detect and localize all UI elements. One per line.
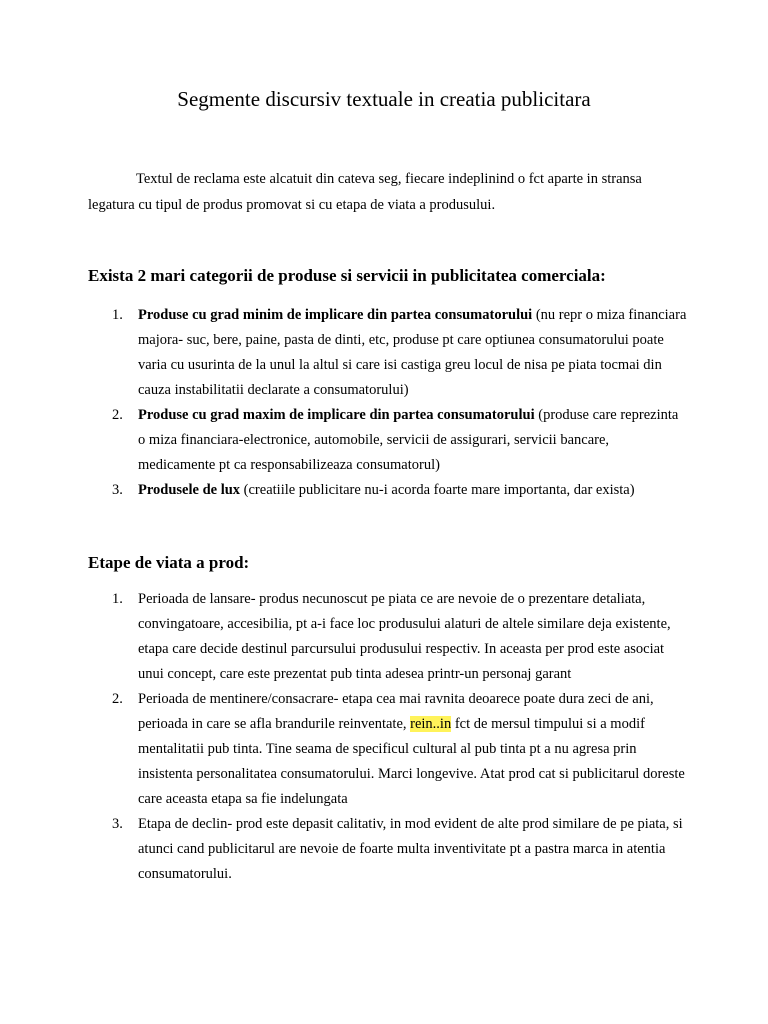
page-title: Segmente discursiv textuale in creatia publicitara xyxy=(177,87,591,111)
item-text-before: Perioada de mentinere/consacrare- etapa cea mai ravnita deoarece poate dura zeci de ani, perioada in care se afla brandurile reinventate, xyxy=(138,691,654,732)
item-text: (nu repr o miza financiara majora- suc, bere, paine, pasta de dinti, etc, produse pt care optiunea consumatorului poate varia cu usurinta de la unul la altul si care isi castiga greu locul de nisa pe piata tocmai din cauza instabilitatii declarate a consumatorului) xyxy=(138,307,687,398)
section-heading-life-stages: Etape de viata a prod: xyxy=(88,553,250,572)
categories-list xyxy=(88,303,688,503)
intro-text: Textul de reclama este alcatuit din cateva seg, fiecare indeplinind o fct aparte in stransa legatura cu tipul de produs promovat si cu etapa de viata a produsului. xyxy=(88,171,642,213)
list-item xyxy=(88,687,688,812)
list-number: 2. xyxy=(112,691,123,707)
list-item xyxy=(88,403,688,478)
highlighted-text: rein..in xyxy=(410,716,452,732)
item-title: Produse cu grad maxim de implicare din partea consumatorului xyxy=(138,407,535,423)
list-item xyxy=(88,303,688,403)
item-text: (produse care reprezinta o miza financiara-electronice, automobile, servicii de assigurari, servicii bancare, medicamente pt ca responsabilizeaza consumatorul) xyxy=(138,407,679,473)
list-number: 3. xyxy=(112,816,123,832)
list-item xyxy=(88,812,688,887)
list-item xyxy=(88,587,688,687)
item-text: Perioada de lansare- produs necunoscut pe piata ce are nevoie de o prezentare detaliata, convingatoare, accesibilia, pt a-i face loc produsului alaturi de altele similare deja existente, etapa care decide destinul parcursului produsului respectiv. In aceasta per prod este asociat unui concept, care este prezentat pub tinta adesea printr-un personaj garant xyxy=(138,591,671,682)
item-title: Produse cu grad minim de implicare din partea consumatorului xyxy=(138,307,533,323)
list-number: 3. xyxy=(112,482,123,498)
list-number: 1. xyxy=(112,591,123,607)
life-stages-list xyxy=(88,587,688,887)
list-number: 2. xyxy=(112,407,123,423)
list-item xyxy=(88,478,688,503)
item-title: Produsele de lux xyxy=(138,482,241,498)
list-number: 1. xyxy=(112,307,123,323)
item-text: Etapa de declin- prod este depasit calitativ, in mod evident de alte prod similare de pe piata, si atunci cand publicitarul are nevoie de foarte multa inventivitate pt a pastra marca in atentia consumatorului. xyxy=(138,816,683,882)
section-heading-categories: Exista 2 mari categorii de produse si servicii in publicitatea comerciala: xyxy=(88,266,606,285)
item-text-after: fct de mersul timpului si a modif mentalitatii pub tinta. Tine seama de specificul cultural al pub tinta pt a nu agresa prin insistenta personalitatea consumatorului. Marci longevive. Atat prod cat si publicitarul doreste care aceasta etapa sa fie indelungata xyxy=(138,716,685,807)
intro-paragraph xyxy=(88,166,688,218)
item-text: (creatiile publicitare nu-i acorda foarte mare importanta, dar exista) xyxy=(240,482,635,498)
